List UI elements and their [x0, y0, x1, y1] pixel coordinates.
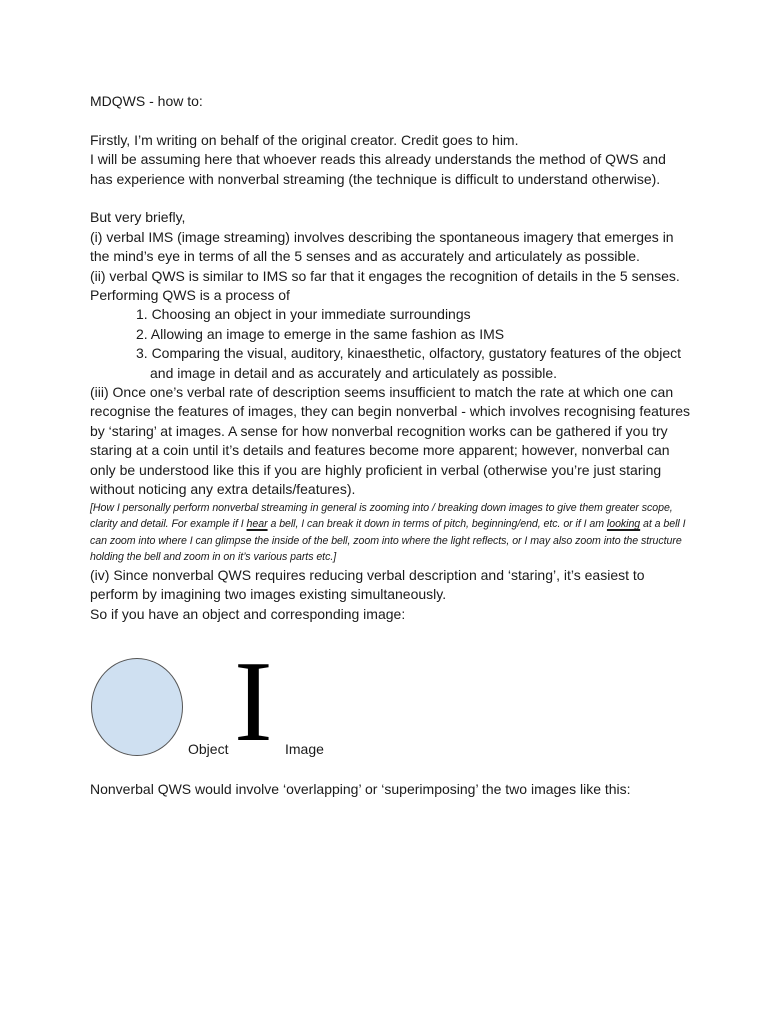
spacer — [90, 111, 690, 130]
list-item: 2. Allowing an image to emerge in the same fashion as IMS — [136, 325, 505, 342]
list-item: 1. Choosing an object in your immediate surroundings — [136, 306, 471, 323]
image-label: Image — [285, 741, 324, 757]
spacer — [90, 189, 690, 208]
qws-steps-list — [90, 305, 690, 383]
intro-credit: Firstly, I’m writing on behalf of the original creator. Credit goes to him. — [90, 131, 519, 148]
divider-i-glyph: I — [234, 638, 273, 766]
so-if-line: So if you have an object and corresponding image: — [90, 605, 406, 622]
object-circle-shape — [91, 658, 183, 756]
object-label: Object — [188, 741, 229, 757]
note-text: at a bell I can zoom into where I can glimpse the inside of the bell, zoom into where the light reflects, or I may also zoom into the structure holding the bell and zoom in on it’s various parts etc.] — [90, 518, 686, 564]
note-text: [How I personally perform nonverbal streaming in general is zooming into / breaking down images to give them greater scope, clarity and detail. For example if I — [90, 501, 673, 531]
object-image-figure — [90, 638, 690, 766]
point-iv-simultaneous: (iv) Since nonverbal QWS requires reducing verbal description and ‘staring’, it’s easiest to perform by imagining two images existing simultaneously. — [90, 566, 645, 603]
point-iii-nonverbal: (iii) Once one’s verbal rate of description seems insufficient to match the rate at which one can recognise the features of images, they can begin nonverbal - which involves recognising features by ‘staring’ at images. A sense for how nonverbal recognition works can be gathered if you try staring at a coin until it’s details and features become more apparent; however, nonverbal can only be understood like this if you are highly proficient in verbal (otherwise you’re just staring without noticing any extra details/features). — [90, 384, 691, 498]
point-i-verbal-ims: (i) verbal IMS (image streaming) involves describing the spontaneous imagery that emerges in the mind’s eye in terms of all the 5 senses and as accurately and articulately as possible. — [90, 228, 674, 265]
point-ii-verbal-qws: (ii) verbal QWS is similar to IMS so far that it engages the recognition of details in the 5 senses. Performing QWS is a process of — [90, 267, 680, 304]
personal-note — [90, 500, 690, 566]
document-page — [90, 92, 691, 797]
briefly-line: But very briefly, — [90, 209, 186, 226]
document-title: MDQWS - how to: — [90, 93, 203, 109]
note-underlined-hear: hear — [246, 518, 268, 531]
note-text: a bell, I can break it down in terms of pitch, beginning/end, etc. or if I am — [267, 518, 607, 531]
list-item: 3. Comparing the visual, auditory, kinaesthetic, olfactory, gustatory features of the object and image in detail and as accurately and articulately as possible. — [136, 345, 681, 381]
note-underlined-looking: looking — [606, 518, 641, 531]
closing-line: Nonverbal QWS would involve ‘overlapping’ or ‘superimposing’ the two images like this: — [90, 781, 631, 797]
intro-assumption: I will be assuming here that whoever reads this already understands the method of QWS and has experience with nonverbal streaming (the technique is difficult to understand otherwise). — [90, 151, 666, 187]
